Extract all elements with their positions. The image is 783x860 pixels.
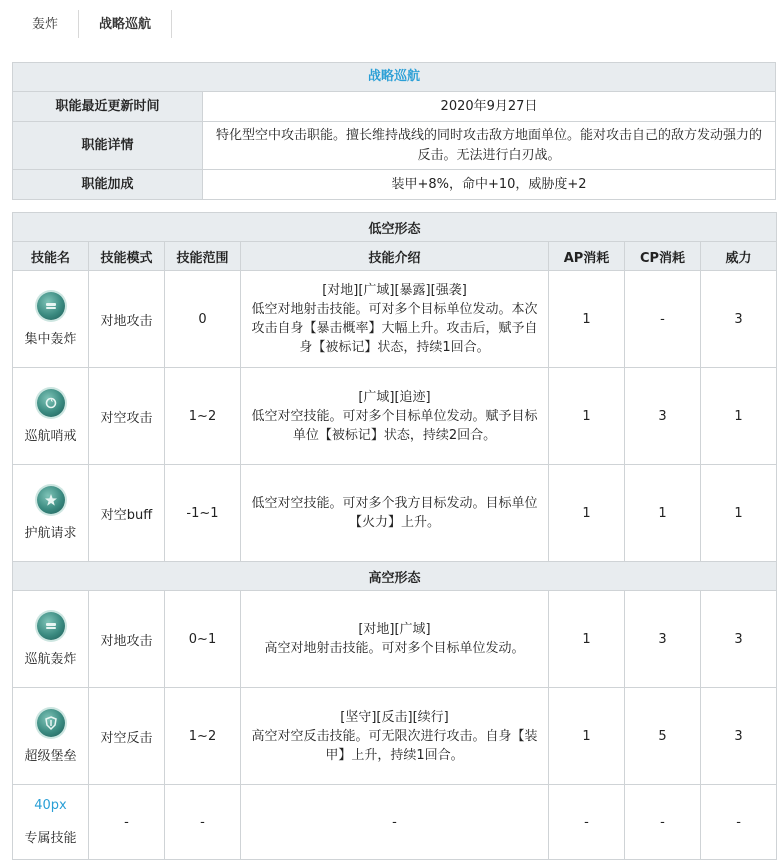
skill-mode: 对空攻击	[89, 368, 165, 465]
skill-mode: 对地攻击	[89, 271, 165, 368]
skill-tags: [对地][广域]	[358, 622, 431, 637]
skill-desc: 低空对地射击技能。可对多个目标单位发动。本次攻击自身【暴击概率】大幅上升。攻击后，赋予自身【被标记】状态，持续1回合。	[251, 302, 538, 355]
skill-name: 超级堡垒	[24, 748, 77, 764]
table-row	[13, 785, 777, 860]
exclusive-image-link[interactable]: 40px	[34, 798, 67, 813]
skill-ap: 1	[549, 591, 625, 688]
skill-power: 3	[701, 271, 777, 368]
col-header-ap: AP消耗	[549, 242, 625, 271]
chase-icon	[37, 389, 65, 417]
skill-cp: 1	[625, 465, 701, 562]
col-header-desc: 技能介绍	[241, 242, 549, 271]
skill-cp: 3	[625, 368, 701, 465]
skill-range: 0~1	[165, 591, 241, 688]
info-value-bonus: 装甲+8%，命中+10，威胁度+2	[203, 170, 776, 200]
skill-name: 巡航哨戒	[24, 428, 77, 444]
skill-ap: -	[549, 785, 625, 860]
skill-range: -1~1	[165, 465, 241, 562]
skill-range: 1~2	[165, 368, 241, 465]
tab-strategic-cruise[interactable]: 战略巡航	[78, 10, 172, 38]
skill-ap: 1	[549, 688, 625, 785]
table-row	[13, 688, 777, 785]
skill-range: 1~2	[165, 688, 241, 785]
skill-power: 1	[701, 368, 777, 465]
table-row	[13, 368, 777, 465]
skill-name: 专属技能	[24, 831, 77, 846]
skill-cp: 3	[625, 591, 701, 688]
col-header-name: 技能名	[13, 242, 89, 271]
skill-ap: 1	[549, 271, 625, 368]
skill-desc: -	[241, 785, 549, 860]
skill-desc: 低空对空技能。可对多个我方目标发动。目标单位【火力】上升。	[251, 496, 538, 530]
col-header-range: 技能范围	[165, 242, 241, 271]
col-header-power: 威力	[701, 242, 777, 271]
role-title: 战略巡航	[13, 63, 776, 92]
tab-bar	[12, 10, 172, 38]
skill-mode: 对地攻击	[89, 591, 165, 688]
skill-name: 集中轰炸	[24, 331, 77, 347]
skill-power: -	[701, 785, 777, 860]
skill-mode: 对空buff	[89, 465, 165, 562]
info-value-details: 特化型空中攻击职能。擅长维持战线的同时攻击敌方地面单位。能对攻击自己的敌方发动强力的反击。无法进行白刃战。	[203, 122, 776, 170]
info-label-updated: 职能最近更新时间	[13, 92, 203, 122]
skill-range: 0	[165, 271, 241, 368]
info-label-bonus: 职能加成	[13, 170, 203, 200]
table-row	[13, 271, 777, 368]
skill-table	[12, 212, 777, 860]
skill-power: 3	[701, 688, 777, 785]
skill-power: 3	[701, 591, 777, 688]
skill-tags: [对地][广域][暴露][强袭]	[322, 283, 467, 298]
skill-name: 巡航轰炸	[24, 651, 77, 667]
bomb-icon	[37, 612, 65, 640]
skill-mode: -	[89, 785, 165, 860]
skill-cp: -	[625, 785, 701, 860]
info-label-details: 职能详情	[13, 122, 203, 170]
col-header-cp: CP消耗	[625, 242, 701, 271]
skill-desc: 高空对空反击技能。可无限次进行攻击。自身【装甲】上升，持续1回合。	[251, 728, 538, 763]
section-low-altitude: 低空形态	[13, 213, 777, 242]
section-high-altitude: 高空形态	[13, 562, 777, 591]
col-header-mode: 技能模式	[89, 242, 165, 271]
skill-tags: [广域][追迹]	[358, 389, 431, 405]
tab-bombing[interactable]: 轰炸	[32, 17, 59, 32]
skill-desc: 高空对地射击技能。可对多个目标单位发动。	[264, 641, 525, 656]
info-value-updated: 2020年9月27日	[203, 92, 776, 122]
table-row	[13, 465, 777, 562]
skill-mode: 对空反击	[89, 688, 165, 785]
skill-ap: 1	[549, 368, 625, 465]
table-row	[13, 591, 777, 688]
skill-tags: [坚守][反击][续行]	[340, 709, 449, 725]
skill-cp: 5	[625, 688, 701, 785]
star-icon	[37, 486, 65, 514]
role-info-table	[12, 62, 776, 200]
shield-icon	[37, 709, 65, 737]
skill-cp: -	[625, 271, 701, 368]
skill-range: -	[165, 785, 241, 860]
skill-power: 1	[701, 465, 777, 562]
skill-desc: 低空对空技能。可对多个目标单位发动。赋予目标单位【被标记】状态，持续2回合。	[251, 408, 538, 443]
bomb-icon	[37, 292, 65, 320]
skill-ap: 1	[549, 465, 625, 562]
skill-name: 护航请求	[24, 525, 77, 541]
